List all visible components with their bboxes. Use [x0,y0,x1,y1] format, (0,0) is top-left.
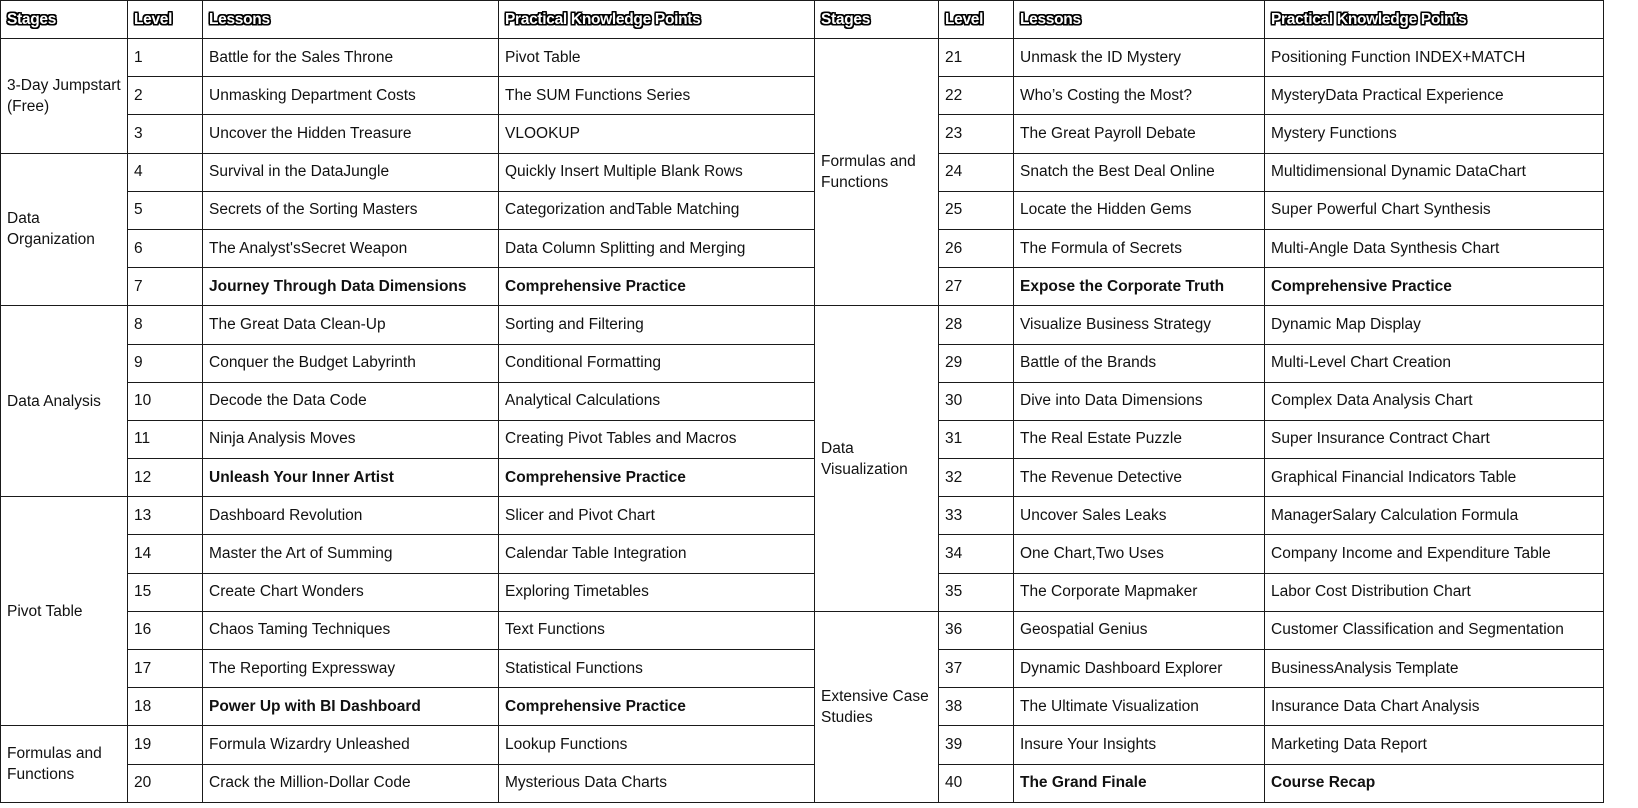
stage-formulas-functions-right: Formulas and Functions [815,39,939,306]
lesson-cell: One Chart,Two Uses [1014,535,1265,573]
table-row [1,39,1604,77]
knowledge-point-cell: Conditional Formatting [499,344,815,382]
lesson-cell: The Great Data Clean-Up [203,306,499,344]
lesson-cell: The Revenue Detective [1014,459,1265,497]
table-row [1,268,1604,306]
lesson-cell: Unmask the ID Mystery [1014,39,1265,77]
knowledge-point-cell: Multidimensional Dynamic DataChart [1265,153,1604,191]
table-row [1,115,1604,153]
level-cell: 14 [128,535,203,573]
level-cell: 11 [128,420,203,458]
level-cell: 24 [939,153,1014,191]
knowledge-point-cell: Slicer and Pivot Chart [499,497,815,535]
table-row [1,764,1604,802]
knowledge-point-cell: Lookup Functions [499,726,815,764]
table-row [1,688,1604,726]
table-row [1,382,1604,420]
level-cell: 30 [939,382,1014,420]
knowledge-point-cell: Positioning Function INDEX+MATCH [1265,39,1604,77]
header-lessons-left: Lessons [203,1,499,39]
table-row [1,611,1604,649]
level-cell: 6 [128,229,203,267]
knowledge-point-cell: Comprehensive Practice [499,688,815,726]
level-cell: 37 [939,650,1014,688]
header-lessons-right: Lessons [1014,1,1265,39]
knowledge-point-cell: Super Insurance Contract Chart [1265,420,1604,458]
lesson-cell: Decode the Data Code [203,382,499,420]
lesson-cell: Secrets of the Sorting Masters [203,191,499,229]
knowledge-point-cell: Quickly Insert Multiple Blank Rows [499,153,815,191]
knowledge-point-cell: Sorting and Filtering [499,306,815,344]
lesson-cell: Create Chart Wonders [203,573,499,611]
level-cell: 2 [128,77,203,115]
table-row [1,344,1604,382]
lesson-cell: Chaos Taming Techniques [203,611,499,649]
level-cell: 23 [939,115,1014,153]
table-row [1,420,1604,458]
level-cell: 36 [939,611,1014,649]
lesson-cell: Crack the Million-Dollar Code [203,764,499,802]
level-cell: 35 [939,573,1014,611]
lesson-cell: The Real Estate Puzzle [1014,420,1265,458]
lesson-cell: Insure Your Insights [1014,726,1265,764]
lesson-cell: Dynamic Dashboard Explorer [1014,650,1265,688]
level-cell: 27 [939,268,1014,306]
lesson-cell: Power Up with BI Dashboard [203,688,499,726]
knowledge-point-cell: Insurance Data Chart Analysis [1265,688,1604,726]
level-cell: 7 [128,268,203,306]
stage-pivot-table: Pivot Table [1,497,128,726]
level-cell: 39 [939,726,1014,764]
header-points-left: Practical Knowledge Points [499,1,815,39]
level-cell: 4 [128,153,203,191]
level-cell: 34 [939,535,1014,573]
lesson-cell: The Ultimate Visualization [1014,688,1265,726]
knowledge-point-cell: The SUM Functions Series [499,77,815,115]
table-row [1,650,1604,688]
knowledge-point-cell: Course Recap [1265,764,1604,802]
lesson-cell: Formula Wizardry Unleashed [203,726,499,764]
level-cell: 12 [128,459,203,497]
level-cell: 10 [128,382,203,420]
knowledge-point-cell: Comprehensive Practice [499,459,815,497]
knowledge-point-cell: Statistical Functions [499,650,815,688]
knowledge-point-cell: Dynamic Map Display [1265,306,1604,344]
lesson-cell: Expose the Corporate Truth [1014,268,1265,306]
level-cell: 40 [939,764,1014,802]
level-cell: 16 [128,611,203,649]
stage-data-organization: Data Organization [1,153,128,306]
header-points-right: Practical Knowledge Points [1265,1,1604,39]
table-row [1,573,1604,611]
lesson-cell: Visualize Business Strategy [1014,306,1265,344]
knowledge-point-cell: BusinessAnalysis Template [1265,650,1604,688]
level-cell: 32 [939,459,1014,497]
lesson-cell: Geospatial Genius [1014,611,1265,649]
stage-formulas-functions-left: Formulas and Functions [1,726,128,802]
table-row [1,191,1604,229]
knowledge-point-cell: Multi-Angle Data Synthesis Chart [1265,229,1604,267]
table-row [1,497,1604,535]
knowledge-point-cell: Marketing Data Report [1265,726,1604,764]
knowledge-point-cell: Analytical Calculations [499,382,815,420]
stage-data-analysis: Data Analysis [1,306,128,497]
level-cell: 9 [128,344,203,382]
knowledge-point-cell: Pivot Table [499,39,815,77]
lesson-cell: Conquer the Budget Labyrinth [203,344,499,382]
lesson-cell: Journey Through Data Dimensions [203,268,499,306]
knowledge-point-cell: Creating Pivot Tables and Macros [499,420,815,458]
lesson-cell: Who’s Costing the Most? [1014,77,1265,115]
knowledge-point-cell: Calendar Table Integration [499,535,815,573]
lesson-cell: The Analyst'sSecret Weapon [203,229,499,267]
level-cell: 18 [128,688,203,726]
level-cell: 26 [939,229,1014,267]
stage-data-visualization: Data Visualization [815,306,939,612]
level-cell: 33 [939,497,1014,535]
lesson-cell: Master the Art of Summing [203,535,499,573]
stage-jumpstart: 3-Day Jumpstart (Free) [1,39,128,154]
header-row [1,1,1604,39]
level-cell: 19 [128,726,203,764]
knowledge-point-cell: Customer Classification and Segmentation [1265,611,1604,649]
level-cell: 21 [939,39,1014,77]
table-row [1,77,1604,115]
lesson-cell: The Great Payroll Debate [1014,115,1265,153]
lesson-cell: Snatch the Best Deal Online [1014,153,1265,191]
stage-case-studies: Extensive Case Studies [815,611,939,802]
lesson-cell: The Corporate Mapmaker [1014,573,1265,611]
lesson-cell: Battle of the Brands [1014,344,1265,382]
level-cell: 20 [128,764,203,802]
level-cell: 1 [128,39,203,77]
lesson-cell: Locate the Hidden Gems [1014,191,1265,229]
knowledge-point-cell: Categorization andTable Matching [499,191,815,229]
knowledge-point-cell: Super Powerful Chart Synthesis [1265,191,1604,229]
lesson-cell: Uncover Sales Leaks [1014,497,1265,535]
level-cell: 5 [128,191,203,229]
lesson-cell: Survival in the DataJungle [203,153,499,191]
header-level-right: Level [939,1,1014,39]
table-row [1,535,1604,573]
level-cell: 22 [939,77,1014,115]
knowledge-point-cell: Mysterious Data Charts [499,764,815,802]
lesson-cell: Dashboard Revolution [203,497,499,535]
header-stages-right: Stages [815,1,939,39]
level-cell: 38 [939,688,1014,726]
level-cell: 8 [128,306,203,344]
lesson-cell: The Reporting Expressway [203,650,499,688]
knowledge-point-cell: Multi-Level Chart Creation [1265,344,1604,382]
level-cell: 28 [939,306,1014,344]
lesson-cell: Unmasking Department Costs [203,77,499,115]
knowledge-point-cell: VLOOKUP [499,115,815,153]
level-cell: 17 [128,650,203,688]
lesson-cell: Dive into Data Dimensions [1014,382,1265,420]
knowledge-point-cell: Labor Cost Distribution Chart [1265,573,1604,611]
level-cell: 3 [128,115,203,153]
knowledge-point-cell: Complex Data Analysis Chart [1265,382,1604,420]
lesson-cell: Ninja Analysis Moves [203,420,499,458]
table-row [1,153,1604,191]
knowledge-point-cell: Mystery Functions [1265,115,1604,153]
knowledge-point-cell: Comprehensive Practice [499,268,815,306]
table-row [1,726,1604,764]
level-cell: 25 [939,191,1014,229]
table-row [1,306,1604,344]
knowledge-point-cell: ManagerSalary Calculation Formula [1265,497,1604,535]
level-cell: 31 [939,420,1014,458]
header-level-left: Level [128,1,203,39]
knowledge-point-cell: Graphical Financial Indicators Table [1265,459,1604,497]
table-row [1,459,1604,497]
lesson-cell: The Formula of Secrets [1014,229,1265,267]
knowledge-point-cell: Text Functions [499,611,815,649]
knowledge-point-cell: Comprehensive Practice [1265,268,1604,306]
level-cell: 13 [128,497,203,535]
lesson-cell: Unleash Your Inner Artist [203,459,499,497]
knowledge-point-cell: Company Income and Expenditure Table [1265,535,1604,573]
lesson-cell: Uncover the Hidden Treasure [203,115,499,153]
lesson-cell: Battle for the Sales Throne [203,39,499,77]
table-row [1,229,1604,267]
knowledge-point-cell: Exploring Timetables [499,573,815,611]
level-cell: 29 [939,344,1014,382]
lesson-cell: The Grand Finale [1014,764,1265,802]
knowledge-point-cell: MysteryData Practical Experience [1265,77,1604,115]
header-stages-left: Stages [1,1,128,39]
level-cell: 15 [128,573,203,611]
knowledge-point-cell: Data Column Splitting and Merging [499,229,815,267]
